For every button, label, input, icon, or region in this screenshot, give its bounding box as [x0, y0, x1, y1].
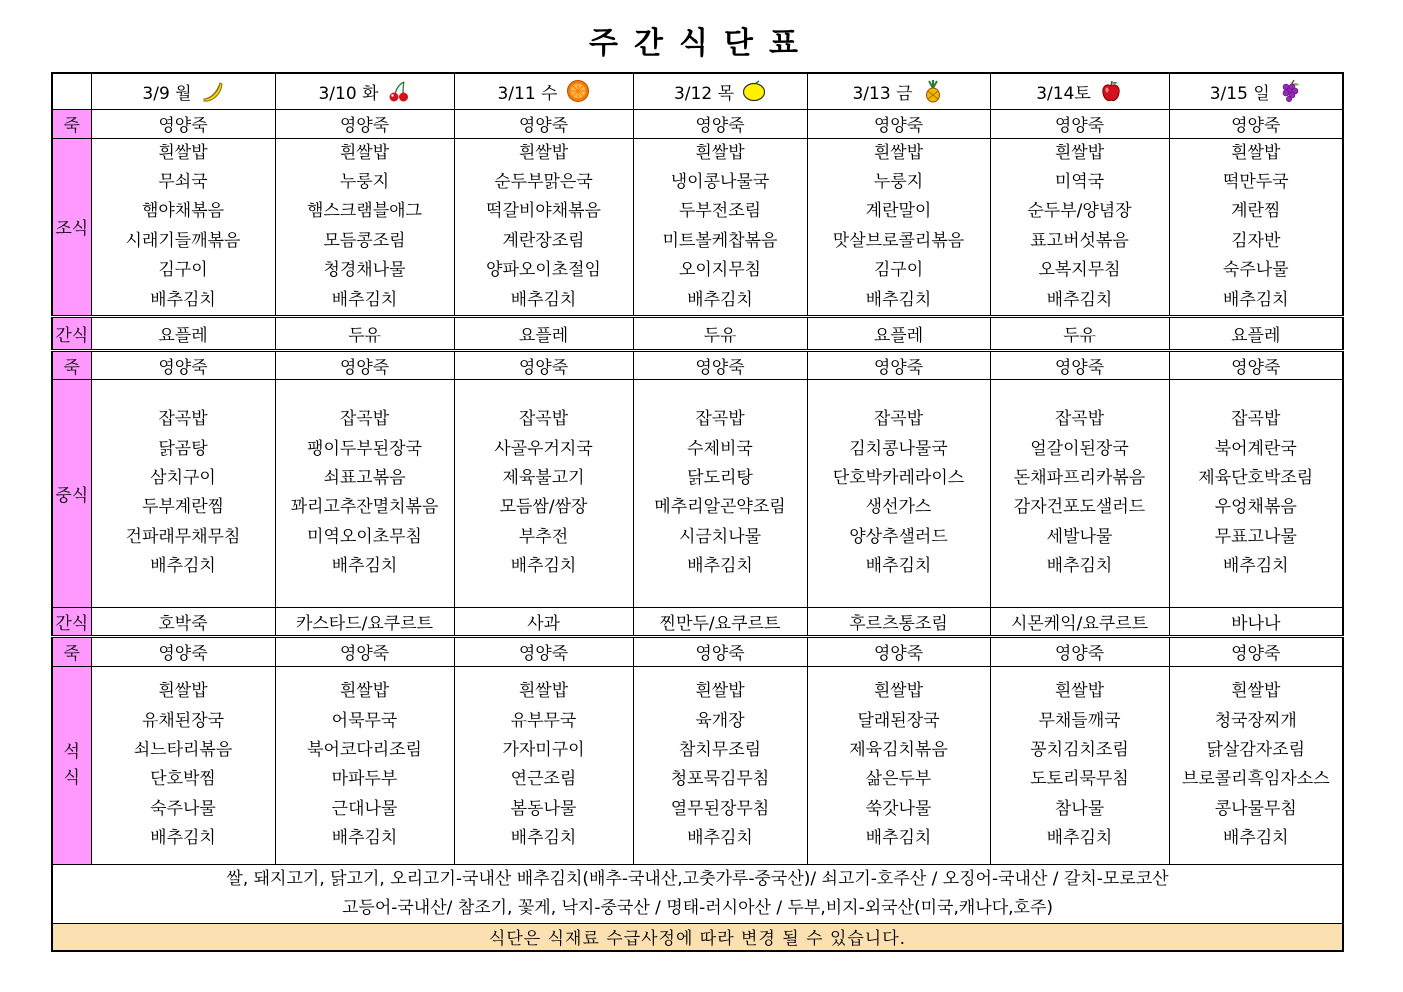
afternoon-snack-row [52, 607, 1343, 636]
lunch-row [52, 379, 1343, 607]
menu-item: 얼갈이된장국 [1030, 438, 1129, 459]
menu-item: 숙주나물 [1222, 260, 1289, 281]
weekly-menu-table [51, 72, 1344, 952]
menu-item: 숙주나물 [150, 798, 216, 819]
dinner-cell [990, 666, 1169, 864]
row-label-dinner: 석 식 [52, 666, 91, 864]
snack-cell: 요플레 [807, 316, 990, 350]
snack-cell: 두유 [275, 316, 454, 350]
day-header [91, 73, 275, 109]
row-label-juk: 죽 [52, 109, 91, 138]
lunch-cell [454, 379, 633, 607]
menu-item: 표고버섯볶음 [1030, 230, 1129, 251]
menu-item: 배추김치 [150, 828, 216, 849]
menu-item: 유부무국 [510, 710, 577, 731]
menu-item: 김치콩나물국 [849, 438, 948, 459]
menu-item: 흰쌀밥 [1054, 681, 1105, 702]
lunch-cell [1169, 379, 1343, 607]
menu-item: 배추김치 [1046, 828, 1113, 849]
menu-item: 꽈리고추잔멸치볶음 [290, 497, 439, 518]
menu-item: 모듬콩조림 [323, 230, 406, 251]
menu-item: 흰쌀밥 [1231, 681, 1281, 702]
notice-row [52, 923, 1343, 951]
day-header [990, 73, 1169, 109]
lunch-cell [633, 379, 807, 607]
menu-item: 잡곡밥 [339, 409, 390, 430]
menu-item: 사골우거지국 [494, 438, 593, 459]
breakfast-cell [807, 138, 990, 316]
menu-item: 팽이두부된장국 [307, 438, 422, 459]
menu-item: 육개장 [695, 710, 745, 731]
porridge-cell: 영양죽 [275, 109, 454, 138]
menu-item: 흰쌀밥 [1231, 142, 1281, 163]
menu-item: 잡곡밥 [158, 409, 208, 430]
porridge-cell: 영양죽 [91, 350, 275, 379]
menu-item: 가자미구이 [502, 740, 585, 761]
lunch-cell [91, 379, 275, 607]
breakfast-porridge-row [52, 109, 1343, 138]
menu-item: 배추김치 [150, 289, 216, 310]
menu-item: 오이지무침 [678, 260, 762, 281]
menu-item: 잡곡밥 [518, 409, 569, 430]
menu-item: 흰쌀밥 [158, 681, 208, 702]
menu-item: 닭살감자조림 [1206, 740, 1306, 761]
porridge-cell: 영양죽 [633, 109, 807, 138]
menu-item: 흰쌀밥 [339, 142, 390, 163]
menu-item: 쇠느타리볶음 [133, 740, 233, 761]
porridge-cell: 영양죽 [91, 636, 275, 666]
cherry-icon [387, 79, 411, 103]
menu-item: 배추김치 [1222, 289, 1289, 310]
menu-item: 흰쌀밥 [873, 142, 924, 163]
snack-cell: 찐만두/요쿠르트 [633, 607, 807, 636]
porridge-cell: 영양죽 [1169, 109, 1343, 138]
lunch-porridge-row [52, 350, 1343, 379]
menu-item: 두부전조림 [678, 201, 762, 222]
porridge-cell: 영양죽 [275, 636, 454, 666]
day-header [633, 73, 807, 109]
menu-item: 두부계란찜 [141, 497, 225, 518]
menu-item: 닭곰탕 [158, 438, 208, 459]
menu-item: 계란찜 [1231, 201, 1281, 222]
menu-item: 맛살브로콜리볶음 [832, 230, 965, 251]
menu-item: 미트볼케찹볶음 [662, 230, 778, 251]
day-header [275, 73, 454, 109]
pineapple-icon [921, 79, 945, 103]
menu-item: 제육단호박조림 [1198, 468, 1314, 489]
day-header [807, 73, 990, 109]
menu-item: 잡곡밥 [695, 409, 745, 430]
banana-icon [200, 79, 224, 103]
lunch-cell [990, 379, 1169, 607]
menu-item: 김구이 [873, 260, 924, 281]
menu-item: 시래기들깨볶음 [125, 230, 241, 251]
menu-item: 세발나물 [1046, 526, 1113, 547]
menu-item: 수제비국 [687, 438, 753, 459]
origin-line-1: 쌀, 돼지고기, 닭고기, 오리고기-국내산 배추김치(배추-국내산,고춧가루-중국산)/ 쇠고기-호주산 / 오징어-국내산 / 갈치-모로코산 [226, 868, 1169, 889]
dinner-cell [275, 666, 454, 864]
menu-item: 배추김치 [1046, 556, 1113, 577]
menu-item: 잡곡밥 [1054, 409, 1105, 430]
menu-item: 닭도리탕 [687, 468, 753, 489]
menu-item: 청포묵김무침 [670, 769, 770, 790]
menu-item: 배추김치 [331, 289, 398, 310]
menu-item: 열무된장무침 [670, 798, 770, 819]
menu-item: 배추김치 [1222, 828, 1289, 849]
menu-item: 흰쌀밥 [518, 142, 569, 163]
menu-item: 배추김치 [150, 556, 216, 577]
menu-item: 배추김치 [1046, 289, 1113, 310]
menu-item: 오복지무침 [1038, 260, 1121, 281]
menu-item: 배추김치 [687, 289, 753, 310]
menu-item: 김자반 [1231, 230, 1281, 251]
porridge-cell: 영양죽 [454, 109, 633, 138]
menu-item: 무채들깨국 [1038, 710, 1121, 731]
menu-item: 부추전 [518, 526, 569, 547]
lunch-cell [275, 379, 454, 607]
menu-item: 양파오이초절임 [486, 260, 601, 281]
menu-item: 돈채파프리카볶음 [1013, 468, 1146, 489]
menu-item: 배추김치 [865, 828, 932, 849]
menu-item: 계란말이 [865, 201, 932, 222]
snack-cell: 사과 [454, 607, 633, 636]
menu-item: 배추김치 [510, 289, 577, 310]
menu-item: 햄스크램블애그 [307, 201, 422, 222]
menu-item: 배추김치 [865, 289, 932, 310]
menu-item: 흰쌀밥 [518, 681, 569, 702]
menu-item: 생선가스 [865, 497, 932, 518]
porridge-cell: 영양죽 [1169, 350, 1343, 379]
dinner-cell [1169, 666, 1343, 864]
menu-item: 연근조림 [510, 769, 577, 790]
menu-item: 감자건포도샐러드 [1013, 497, 1146, 518]
orange-icon [566, 79, 590, 103]
menu-item: 꽁치김치조림 [1030, 740, 1129, 761]
menu-item: 미역국 [1054, 171, 1105, 192]
porridge-cell: 영양죽 [1169, 636, 1343, 666]
menu-item: 무표고나물 [1214, 526, 1297, 547]
menu-item: 잡곡밥 [1231, 409, 1281, 430]
row-label-snack: 간식 [52, 316, 91, 350]
snack-cell: 요플레 [454, 316, 633, 350]
menu-item: 마파두부 [331, 769, 398, 790]
menu-item: 브로콜리흑임자소스 [1181, 769, 1330, 790]
menu-item: 제육불고기 [502, 468, 585, 489]
menu-item: 어묵무국 [331, 710, 398, 731]
porridge-cell: 영양죽 [633, 636, 807, 666]
menu-item: 흰쌀밥 [873, 681, 924, 702]
grape-icon [1278, 79, 1302, 103]
menu-item: 청국장찌개 [1214, 710, 1297, 731]
breakfast-cell [990, 138, 1169, 316]
porridge-cell: 영양죽 [990, 636, 1169, 666]
porridge-cell: 영양죽 [91, 109, 275, 138]
menu-item: 흰쌀밥 [695, 142, 745, 163]
origin-row [52, 864, 1343, 923]
day-label: 3/12 목 [673, 83, 734, 104]
page-title: 주간식단표 [589, 26, 814, 61]
porridge-cell: 영양죽 [454, 636, 633, 666]
menu-item: 삶은두부 [865, 769, 932, 790]
snack-cell: 시몬케익/요쿠르트 [990, 607, 1169, 636]
menu-item: 양상추샐러드 [849, 526, 948, 547]
menu-item: 유채된장국 [141, 710, 225, 731]
snack-cell: 호박죽 [91, 607, 275, 636]
menu-item: 참나물 [1054, 798, 1105, 819]
apple-icon [1099, 79, 1123, 103]
porridge-cell: 영양죽 [990, 109, 1169, 138]
menu-item: 북어계란국 [1214, 438, 1297, 459]
menu-item: 봄동나물 [510, 798, 577, 819]
menu-item: 배추김치 [687, 828, 753, 849]
day-label: 3/11 수 [497, 83, 558, 104]
notice-text: 식단은 식재료 수급사정에 따라 변경 될 수 있습니다. [52, 923, 1343, 951]
breakfast-cell [1169, 138, 1343, 316]
menu-item: 단호박카레라이스 [832, 468, 965, 489]
porridge-cell: 영양죽 [454, 350, 633, 379]
day-label: 3/14토 [1036, 83, 1091, 104]
menu-item: 쑥갓나물 [865, 798, 932, 819]
snack-cell: 후르츠통조림 [807, 607, 990, 636]
menu-item: 배추김치 [331, 828, 398, 849]
menu-item: 흰쌀밥 [339, 681, 390, 702]
morning-snack-row [52, 316, 1343, 350]
breakfast-row [52, 138, 1343, 316]
menu-item: 순두부/양념장 [1027, 201, 1132, 222]
menu-item: 콩나물무침 [1214, 798, 1297, 819]
breakfast-cell [91, 138, 275, 316]
porridge-cell: 영양죽 [807, 350, 990, 379]
menu-item: 계란장조림 [502, 230, 585, 251]
dinner-cell [454, 666, 633, 864]
corner-cell [52, 73, 91, 109]
menu-item: 떡만두국 [1222, 171, 1289, 192]
porridge-cell: 영양죽 [633, 350, 807, 379]
menu-item: 배추김치 [510, 556, 577, 577]
lunch-cell [807, 379, 990, 607]
row-label-juk: 죽 [52, 636, 91, 666]
menu-item: 햄야채볶음 [141, 201, 225, 222]
day-header [1169, 73, 1343, 109]
menu-item: 건파래무채무침 [125, 526, 241, 547]
dinner-cell [91, 666, 275, 864]
origin-line-2: 고등어-국내산/ 참조기, 꽃게, 낙지-중국산 / 명태-러시아산 / 두부,비지-외국산(미국,캐나다,호주) [341, 897, 1054, 918]
menu-item: 순두부맑은국 [494, 171, 593, 192]
menu-item: 흰쌀밥 [1054, 142, 1105, 163]
origin-info [52, 864, 1343, 923]
menu-item: 배추김치 [510, 828, 577, 849]
row-label-lunch: 중식 [52, 379, 91, 607]
day-header-row [52, 73, 1343, 109]
porridge-cell: 영양죽 [807, 109, 990, 138]
day-label: 3/9 월 [142, 83, 192, 104]
menu-item: 냉이콩나물국 [670, 171, 770, 192]
menu-item: 근대나물 [331, 798, 398, 819]
menu-item: 쇠표고볶음 [323, 468, 406, 489]
snack-cell: 요플레 [1169, 316, 1343, 350]
menu-item: 달래된장국 [857, 710, 940, 731]
breakfast-cell [633, 138, 807, 316]
menu-item: 제육김치볶음 [849, 740, 948, 761]
menu-item: 청경채나물 [323, 260, 406, 281]
day-label: 3/10 화 [318, 83, 379, 104]
snack-cell: 바나나 [1169, 607, 1343, 636]
menu-item: 모듬쌈/쌈장 [499, 497, 588, 518]
menu-item: 미역오이초무침 [307, 526, 422, 547]
dinner-cell [807, 666, 990, 864]
menu-item: 누룽지 [873, 171, 924, 192]
dinner-porridge-row [52, 636, 1343, 666]
menu-item: 떡갈비야채볶음 [486, 201, 601, 222]
menu-item: 흰쌀밥 [695, 681, 745, 702]
menu-item: 단호박찜 [150, 769, 216, 790]
snack-cell: 두유 [633, 316, 807, 350]
menu-item: 잡곡밥 [873, 409, 924, 430]
day-label: 3/15 일 [1209, 83, 1270, 104]
menu-item: 시금치나물 [678, 526, 762, 547]
menu-item: 북어코다리조림 [307, 740, 422, 761]
porridge-cell: 영양죽 [275, 350, 454, 379]
row-label-breakfast: 조식 [52, 138, 91, 316]
row-label-juk: 죽 [52, 350, 91, 379]
day-header [454, 73, 633, 109]
porridge-cell: 영양죽 [990, 350, 1169, 379]
menu-item: 삼치구이 [150, 468, 216, 489]
lemon-icon [742, 79, 766, 103]
menu-item: 배추김치 [1222, 556, 1289, 577]
menu-item: 배추김치 [331, 556, 398, 577]
menu-item: 우엉채볶음 [1214, 497, 1297, 518]
snack-cell: 두유 [990, 316, 1169, 350]
dinner-row [52, 666, 1343, 864]
breakfast-cell [275, 138, 454, 316]
menu-item: 도토리묵무침 [1030, 769, 1129, 790]
snack-cell: 카스타드/요쿠르트 [275, 607, 454, 636]
breakfast-cell [454, 138, 633, 316]
dinner-cell [633, 666, 807, 864]
menu-item: 메추리알곤약조림 [654, 497, 786, 518]
porridge-cell: 영양죽 [807, 636, 990, 666]
menu-item: 흰쌀밥 [158, 142, 208, 163]
menu-item: 김구이 [158, 260, 208, 281]
menu-item: 무쇠국 [158, 171, 208, 192]
snack-cell: 요플레 [91, 316, 275, 350]
day-label: 3/13 금 [852, 83, 913, 104]
row-label-snack: 간식 [52, 607, 91, 636]
menu-item: 누룽지 [339, 171, 390, 192]
menu-item: 참치무조림 [678, 740, 762, 761]
menu-item: 배추김치 [865, 556, 932, 577]
menu-item: 배추김치 [687, 556, 753, 577]
